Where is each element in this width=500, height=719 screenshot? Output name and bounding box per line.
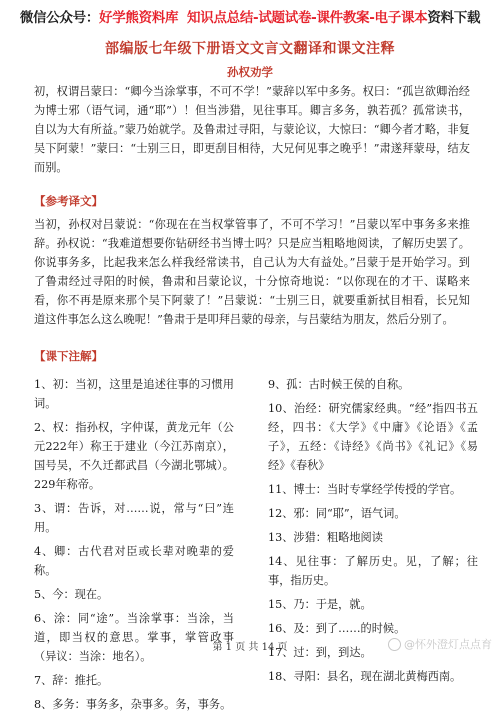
banner-topics: 知识点总结-试题试卷-课件教案-电子课本 — [187, 10, 428, 26]
banner-brand: 好学熊资料库 — [99, 10, 179, 26]
note-item: 10、治经：研究儒家经典。“经”指四书五经，四书：《大学》《中庸》《论语》《孟子》，五经：《诗经》《尚书》《礼记》《易经》《春秋》 — [268, 402, 478, 472]
watermark — [388, 636, 492, 652]
note-item: 14、见往事：了解历史。见，了解；往事，指历史。 — [268, 555, 478, 587]
banner-download: 资料下载 — [427, 10, 481, 26]
notes-left-column — [34, 375, 234, 719]
note-item: 16、及：到了……的时候。 — [268, 622, 406, 635]
original-text: 初，权谓吕蒙曰：“卿今当涂掌事，不可不学！”蒙辞以军中多务。权曰：“孤岂欲卿治经为博士邪（语气词，通“耶”）！但当涉猎，见往事耳。卿言多务，孰若孤？孤常读书，自以为大有所益。”蒙乃始就学。及鲁肃过寻阳，与蒙论议，大惊曰：“卿今者才略，非复吴下阿蒙！”蒙曰：“士别三日，即更刮目相待，大兄何见事之晚乎！”肃遂拜蒙母，结友而别。 — [34, 85, 470, 174]
page-number: 第 1 页 共 14 页 — [212, 642, 288, 653]
note-item: 15、乃：于是，就。 — [268, 598, 372, 611]
note-item: 1、初：当初，这里是追述往事的习惯用词。 — [34, 378, 234, 410]
note-item: 5、今：现在。 — [34, 588, 109, 601]
watermark-logo-icon — [388, 638, 401, 651]
note-item: 8、多务：事务多，杂事多。务，事务。 — [34, 698, 232, 711]
note-item: 7、辞：推托。 — [34, 674, 109, 687]
translation-heading: 【参考译文】 — [34, 194, 103, 208]
watermark-text: @怀外澄灯点点育 — [404, 638, 492, 651]
note-item: 18、寻阳：县名，现在湖北黄梅西南。 — [268, 670, 462, 683]
translation-text: 当初，孙权对吕蒙说：“你现在在当权掌管事了，不可不学习！”吕蒙以军中事务多来推辞。孙权说：“我难道想要你钻研经书当博士吗？只是应当粗略地阅读，了解历史罢了。你说事务多，比起我来怎么样我经常读书，自己认为大有益处。”吕蒙于是开始学习。到了鲁肃经过寻阳的时候，鲁肃和吕蒙论议，十分惊奇地说：“以你现在的才干、谋略来看，你不再是原来那个吴下阿蒙了！”吕蒙说：“士别三日，就要重新拭目相看，长兄知道这件事怎么这么晚呢！”鲁肃于是叩拜吕蒙的母亲，与吕蒙结为朋友，然后分别了。 — [34, 218, 470, 326]
note-item: 11、博士：当时专掌经学传授的学官。 — [268, 483, 462, 496]
notes-heading: 【课下注解】 — [34, 349, 103, 363]
banner-label: 微信公众号： — [19, 10, 100, 26]
note-item: 3、谓：告诉，对……说，常与“曰”连用。 — [34, 502, 234, 534]
note-item: 4、卿：古代君对臣或长辈对晚辈的爱称。 — [34, 545, 234, 577]
note-item: 2、权：指孙权，字仲谋，黄龙元年（公元222年）称王于建业（今江苏南京），国号吴，不久迁都武昌（今湖北鄂城）。229年称帝。 — [34, 421, 234, 491]
note-item: 9、孤：古时候王侯的自称。 — [268, 378, 410, 391]
document-title: 部编版七年级下册语文文言文翻译和课文注释 — [105, 41, 395, 57]
note-item: 12、邪：同“耶”，语气词。 — [268, 507, 406, 520]
note-item: 6、涂：同“途”。当涂掌事：当涂，当道，即当权的意思。掌事，掌管政事（异议：当涂：地名）。 — [34, 612, 234, 663]
lesson-title: 孙权劝学 — [227, 65, 273, 79]
banner — [0, 6, 500, 26]
note-item: 13、涉猎：粗略地阅读 — [268, 531, 383, 544]
note-item: 17、过：到，到达。 — [268, 646, 372, 659]
